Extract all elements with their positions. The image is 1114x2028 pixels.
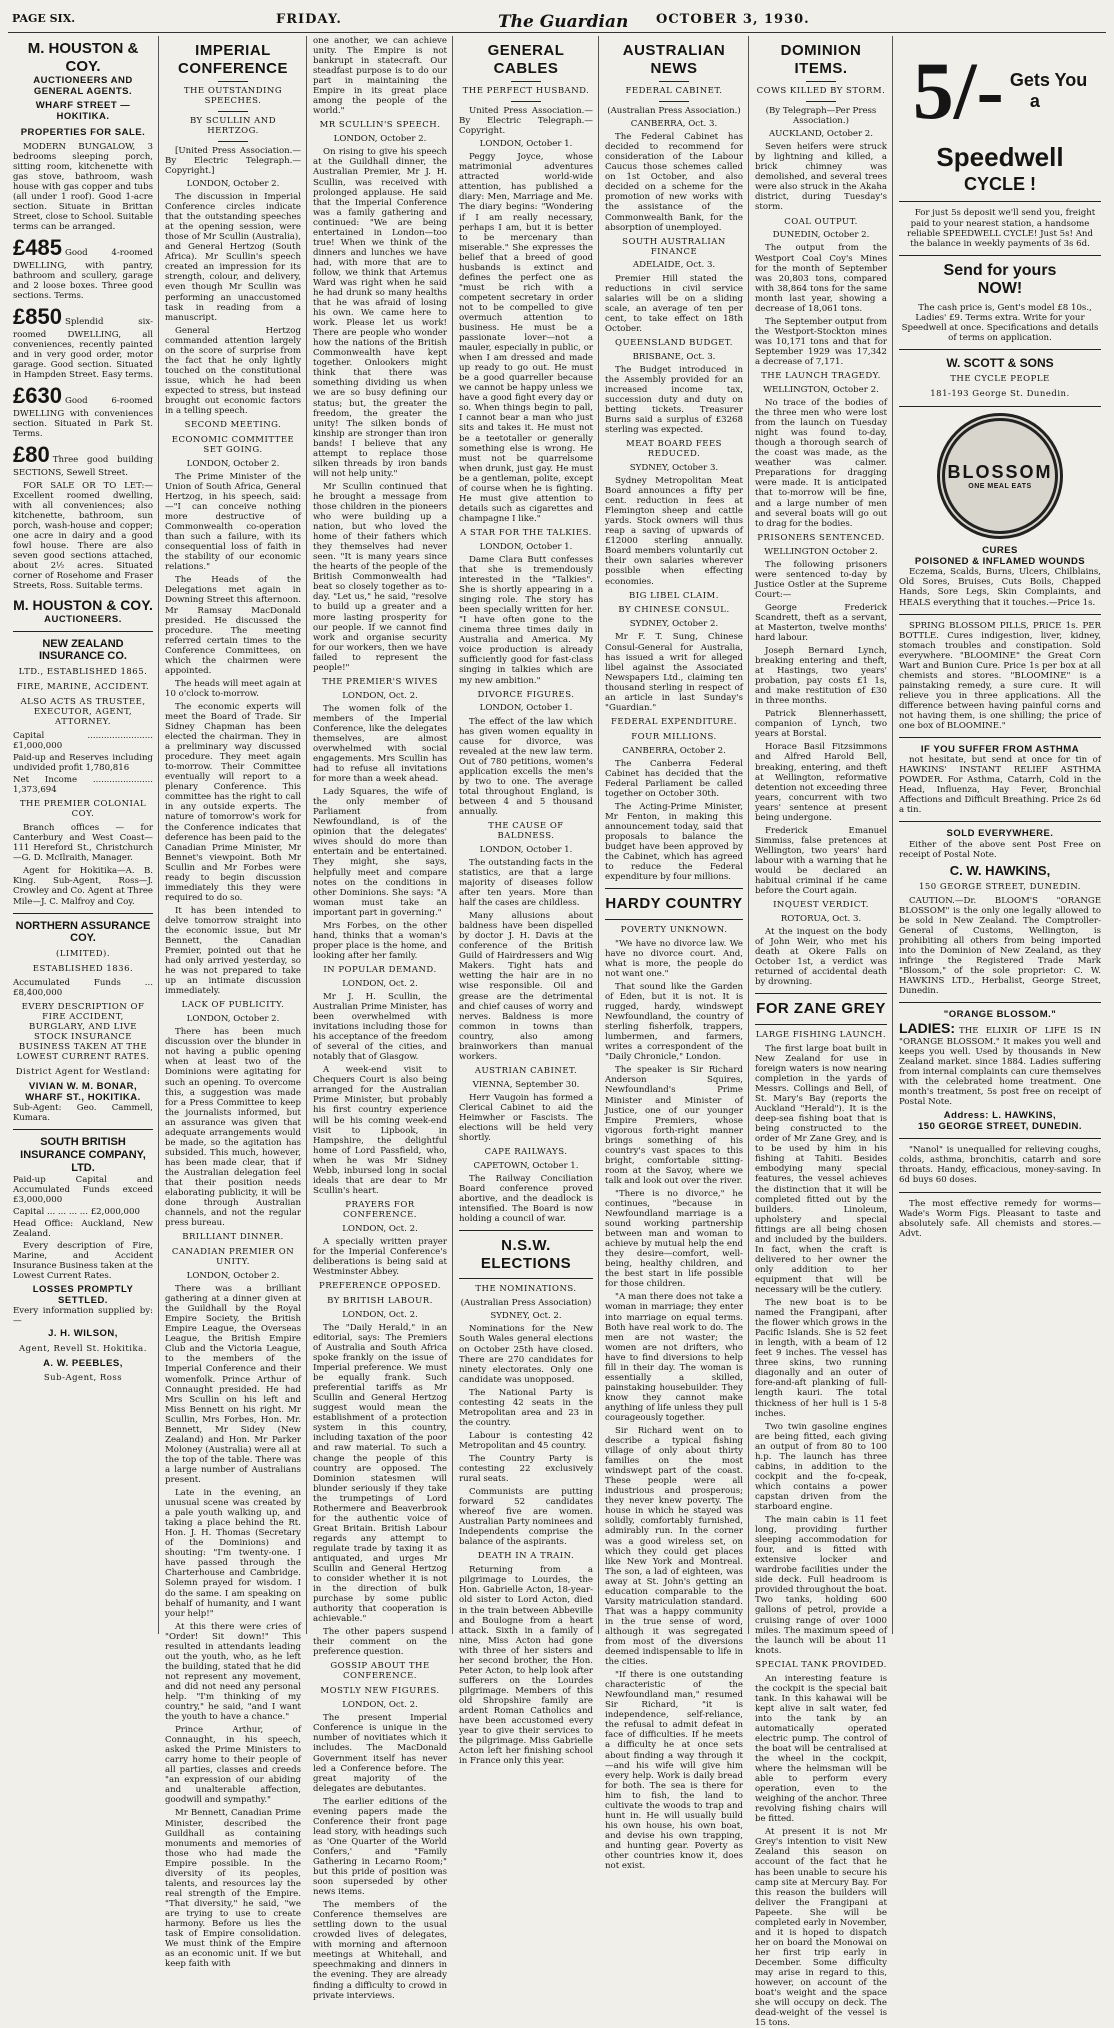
column-advertisements-1: [8, 36, 158, 1634]
subheading: FEDERAL EXPENDITURE.: [611, 716, 737, 727]
paragraph: At present it is not Mr Grey's intention to visit New Zealand this season on account of the fact that he has been unable to secure his camp site at Mercury Bay. For this reason the builders will deliver the Frangipani at Papeete. She will be completed early in November, and it is hoped to dispatch her on board the Monowai on her first trip early in December. Some difficulty may arise in regard to this, however, on account of the boat's weight and the space she will occupy on deck. The dead-weight of the vessel is 15 tons.: [755, 1827, 887, 2028]
paragraph: The members of the Conference themselves are settling down to the usual crowded lives of delegates, with morning and afternoon meetings at Whitehall, and speechmaking and dinners in the evening. They are already finding a difficulty to crowd in private interviews.: [313, 1900, 447, 2001]
paragraph: Returning from a pilgrimage to Lourdes, the Hon. Gabrielle Acton, 18-year-old sister to Lord Acton, died in the train between Abbeville and Boulogne from a heart attack. Sixth in a family of nine, Miss Acton had gone with three of her sisters and her second brother, the Hon. Peter Acton, to help look after sufferers on the Lourdes pilgrimage. Members of this old Shropshire family are ardent Roman Catholics and have been accustomed every year to give their services to the pilgrimage. Miss Gabrielle Acton left her finishing school in France only this year.: [459, 1565, 593, 1767]
subheading: THE OUTSTANDING SPEECHES.: [183, 86, 283, 107]
speedwell-advertisement: [899, 45, 1101, 400]
hardy-country-headline: HARDY COUNTRY: [605, 895, 743, 913]
property-listing: Three good building SECTIONS, Sewell Street.: [13, 454, 153, 478]
agent-peebles-role: Sub-Agent, Ross: [43, 1372, 123, 1383]
agent-peebles: A. W. PEEBLES,: [43, 1357, 123, 1369]
hawkins-name: C. W. HAWKINS,: [949, 862, 1051, 878]
paragraph: The most effective remedy for worms—Wade's Worm Figs. Pleasant to taste and absolutely safe. All chemists and stores.—Advt.: [899, 1198, 1101, 1239]
dateline: LONDON, Oct. 2.: [342, 1309, 418, 1320]
australian-news-headline: AUSTRALIAN NEWS: [622, 42, 726, 77]
dateline: LONDON, October 2.: [186, 1271, 280, 1282]
dateline: CANBERRA, October 2.: [622, 745, 726, 756]
paragraph: SPRING BLOSSOM PILLS, PRICE 1s. PER BOTTLE. Cures indigestion, liver, kidney, stomach troubles and constipation. Sold everywhere. "BLOOMINE" the Great Corn Wart and Bunion Cure. Price 1s per box at all chemists and stores. "BLOOMINE" is a painstaking remedy, a sure cure. It will relieve you in three applications. All the difference between having painful corns and not having them, is one shilling; the price of one box of BLOOMINE.": [899, 620, 1101, 732]
subheading: BRILLIANT DINNER.: [182, 1232, 284, 1243]
subheading: FEDERAL CABINET.: [625, 86, 723, 97]
subheading: COAL OUTPUT.: [784, 216, 858, 227]
paragraph: The main cabin is 11 feet long, providing further sleeping accommodation for four, and is fitted with extensive locker and wardrobe facilities under the side deck. Full headroom is provided throughout the boat. Two tanks, holding 600 gallons of petrol, provide a cruising range of over 1000 miles. The maximum speed of the launch will be about 11 knots.: [755, 1515, 887, 1656]
subheading: LACK OF PUBLICITY.: [181, 1000, 285, 1011]
dateline: LONDON, October 1.: [479, 844, 573, 855]
subheading: GOSSIP ABOUT THE CONFERENCE.: [330, 1661, 430, 1682]
paragraph: George Frederick Scandrett, theft as a servant, at Masterton, twelve months' hard labour.: [755, 602, 887, 643]
houston-firm-name: M. HOUSTON & COY.: [27, 40, 139, 75]
paragraph: Many allusions about baldness have been dispelled by doctor J. H. Davis at the conference of the British Guild of Hairdressers and Wig Makers. Tight hats and wetting the hair are in no wise responsible. Oil and grease are the detrimental and chief causes of worry and nerves. Baldness is more common in towns than country, also among brainworkers than manual workers.: [459, 911, 593, 1062]
dateline: LONDON, October 2.: [333, 134, 427, 145]
property-listing: FOR SALE OR TO LET:—Excellent roomed dwelling, with all conveniences; also kitchenette, bathroom, sun porch, wash-house and copper; one acre in dairy and a good fowl house. There are also seven good sections attached, about 2½ acres. Situated corner of Rosehome and Fraser Streets, Ross. Suitable terms.: [13, 480, 153, 592]
property-listing: MODERN BUNGALOW, 3 bedrooms sleeping porch, sitting room, kitchenette with gas stove, bathroom, wash house with gas copper and tubs (all under 1 roof). Good 1-acre section. Situate in Brittan Street, close to School. Suitable terms can be arranged.: [13, 141, 153, 233]
paragraph: No trace of the bodies of the three men who were lost from the launch on Tuesday night was found to-day, though a thorough search of the coast was made, as the weather was calmer. Preparations for dragging were made. It is anticipated that to-morrow will be fine, and a large number of men and several boats will go out to drag for the bodies.: [755, 398, 887, 529]
five-shillings: 5/-: [912, 45, 1004, 136]
subheading: BY SCULLIN AND HERTZOG.: [189, 115, 277, 136]
zane-grey-headline: FOR ZANE GREY: [756, 1000, 886, 1018]
paragraph: Seven heifers were struck by lightning and killed, a brick chimney was demolished, and several trees were also struck in the Akaha district, during Tuesday's storm.: [755, 142, 887, 213]
subheading: THE CAUSE OF BALDNESS.: [488, 821, 564, 841]
south-british-description: Every description of Fire, Marine, and Accident Insurance Business taken at the Lowest Current Rates.: [13, 1240, 153, 1282]
subheading: THE NOMINATIONS.: [475, 1284, 577, 1295]
south-british-paid: Paid-up Capital and Accumulated Funds exceed £3,000,000: [13, 1174, 153, 1205]
dateline: WELLINGTON October 2.: [764, 546, 878, 557]
paragraph: At this there were cries of "Order! Sit down!" This resulted in attendants leading out the youth, who, as he left the building, stated that he did not represent any movement, and did not need any personal help. "I'm thinking of my country," he said, "and I want the youth to have a chance.": [165, 1621, 301, 1723]
press-credit: (Australian Press Association): [460, 1298, 592, 1309]
subheading: ECONOMIC COMMITTEE SET GOING.: [171, 435, 295, 455]
dateline: AUCKLAND, October 2.: [768, 129, 874, 140]
subheading: QUEENSLAND BUDGET.: [615, 337, 733, 348]
paragraph: An interesting feature is the cockpit is the special bait tank. In this kahawai will be kept alive in salt water, fed into the tank by an automatically operated electric pump. The control of the boat will be centralised at the wheel in the cockpit, where the helmsman will be able to perform every operation, even to the weighing of the anchor. Three revolving fishing chairs will be fitted.: [755, 1673, 887, 1825]
paragraph: The Federal Cabinet has decided to recommend for consideration of the Labour Caucus those schemes called on 1st October, and also decided on a scheme for the promotion of new works with the assistance of the Commonwealth Bank, for the absorption of unemployed.: [605, 132, 743, 233]
subheading: PREFERENCE OPPOSED.: [319, 1280, 441, 1291]
paragraph: A week-end visit to Chequers Court is also being arranged for the Australian Prime Minister, but probably his first country experience will be his coming week-end visit to Lipbook, in Hampshire, the delightful home of Lord Passfield, who, when he was Mr Sidney Webb, inbursed long in social ideals that are dear to Mr Scullin's heart.: [313, 1065, 447, 1196]
page-number: PAGE SIX.: [12, 12, 76, 25]
subheading: LARGE FISHING LAUNCH.: [755, 1029, 887, 1040]
northern-description: EVERY DESCRIPTION OF FIRE ACCIDENT, BURGLARY, AND LIVE STOCK INSURANCE BUSINESS TAKEN AT THE LOWEST CURRENT RATES.: [16, 1002, 150, 1062]
paragraph: The "Daily Herald," in an editorial, says: The Premiers of Australia and South Africa spoke frankly on the issue of Imperial preference. We must be equally frank. Such preferential tariffs as Mr Scullin and General Hertzog suggest would mean the establishment of a protection system in this country, including taxation of the poor and raw material. To such a change the people of this country are opposed. The Dominion statesmen will blunder seriously if they take the trumpetings of Lord Rothermere and Beaverbrook for the authentic voice of Great Britain. British Labour regards any attempt to regulate trade by taxing it as antiquated, and urges Mr Scullin and General Hertzog to consider whether it is not in the direction of bulk purchase by some public authority that cooperation is achievable.": [313, 1322, 447, 1625]
masthead: [8, 6, 1106, 33]
subheading: CANADIAN PREMIER ON UNITY.: [171, 1247, 295, 1268]
dateline: LONDON, October 2.: [186, 1014, 280, 1025]
subheading: SECOND MEETING.: [184, 420, 282, 431]
nz-capital: Capital ........................ £1,000,000: [13, 731, 153, 752]
paragraph: not hesitate, but send at once for tin of HAWKINS' INSTANT RELIEF ASTHMA POWDER. For Asthma, Catarrh, Cold in the Head, Influenza, Hay Fever, Bronchial Affections and Difficult Breathing. Price 2s 6d a tin.: [899, 755, 1101, 816]
masthead-date: OCTOBER 3, 1930.: [656, 12, 810, 27]
paragraph: There has been much discussion over the blunder in not having a public opening when at least two of the Dominions were agitating for such an opening. To overcome this, a suggestion was made for a Press Committee to keep the journalists informed, but an assurance was given that adequate arrangements would be made, so the agitation has subsided. This much, however, has been made clear, that if the Australian delegation feel that their position needs elaborating publicity, it will be done through Australian channels, and not the regular press bureau.: [165, 1027, 301, 1229]
seal-bottom-text: ONE MEAL EATS: [968, 482, 1032, 490]
northern-limited: (LIMITED).: [55, 949, 111, 960]
paragraph: Patrick Blennerhassett, companion of Lynch, two years at Borstal.: [755, 709, 887, 740]
paragraph: Lady Squares, the wife of the only member of Parliament from Newfoundland, is of the opinion that the delegates' wives should do more than entertain and be entertained. They might, she says, helpfully meet and compare notes on the conditions in other Dominions. She says: "A woman must take an important part in governing.": [313, 787, 447, 918]
column-rule: [598, 36, 599, 1634]
property-listing: Splendid six-roomed DWELLING, all conveniences, recently painted and in very good order, motor garage. Good section. Situated in Hampden Street. Easy terms.: [13, 316, 154, 380]
press-credit: United Press Association.—By Electric Telegraph.—Copyright.: [459, 106, 593, 137]
houston-street: WHARF STREET — HOKITIKA.: [35, 100, 131, 123]
northern-sub-agent: Sub-Agent: Geo. Cammell, Kumara.: [13, 1103, 153, 1124]
paragraph: The output from the Westport Coal Coy's Mines for the month of September was 20,803 tons, compared with 38,864 tons for the same month last year, showing a decrease of 18,061 tons.: [755, 243, 887, 314]
south-british-capital: Capital ... ... ... ... £2,000,000: [13, 1206, 140, 1217]
dateline: LONDON, October 2.: [186, 458, 280, 469]
paragraph: The cash price is, Gent's model £8 10s., Ladies' £9. Terms extra. Write for your Speedwell at once. Specifications and details of terms on application.: [901, 303, 1099, 344]
press-credit: [United Press Association.—By Electric Telegraph.—Copyright.]: [165, 145, 301, 176]
dateline: CANBERRA, Oct. 3.: [630, 119, 718, 130]
paragraph: one another, we can achieve unity. The Empire is not bankrupt in statecraft. Our steadfast purpose is to do our part in maintaining the Empire in its great place among the people of the world.": [313, 36, 447, 117]
orange-blossom-heading: "ORANGE BLOSSOM.": [943, 1009, 1057, 1021]
northern-established: ESTABLISHED 1836.: [32, 964, 134, 975]
paragraph: Nominations for the New South Wales general elections on October 25th have closed. There are 270 candidates for ninety electorates. Only one candidate was unopposed.: [459, 1324, 593, 1385]
column-rule: [892, 36, 893, 1634]
column-rule: [158, 36, 159, 1634]
paragraph: Mr F. T. Sung, Chinese Consul-General for Australia, has issued a writ for alleged libel against the Associated Newspapers Ltd., claiming ten thousand sterling in respect of an article in last Sunday's "Guardian.": [605, 632, 743, 713]
paragraph: At the inquest on the body of John Weir, who met his death at Okere Falls on October 1st, a verdict was returned of accidental death by drowning.: [755, 927, 887, 988]
subheading: SPECIAL TANK PROVIDED.: [755, 1659, 887, 1670]
subheading: IN POPULAR DEMAND.: [323, 964, 437, 975]
subheading: CAPE RAILWAYS.: [484, 1147, 568, 1158]
dominion-items-headline: DOMINION ITEMS.: [780, 42, 862, 77]
losses-settled: LOSSES PROMPTLY SETTLED.: [32, 1284, 134, 1307]
ladies-label: LADIES:: [899, 1020, 955, 1037]
paragraph: The Prime Minister of the Union of South Africa, General Hertzog, in his speech, said:—"I can conceive nothing more destructive of Commonwealth co-operation than such a failure, with its consequential loss of faith in the stability of our economic relations.": [165, 471, 301, 573]
paragraph: The first large boat built in New Zealand for use in foreign waters is now nearing completion in the yards of Messrs. Collings and Bell, of St. Mary's Bay (reports the Auckland "Herald"). It is the deep-sea fishing boat that is being constructed to the order of Mr Zane Grey, and is to be used by him in his fishing at Tahiti. Besides embodying many special features, the vessel achieves the distinction that it will be completed fitted out by the builders. Linoleum, upholstery and special fittings are all being chosen and included by the builders. In fact, when the craft is delivered to her owner the only addition to her equipment that will be necessary will be the cutlery.: [755, 1043, 887, 1295]
dateline: LONDON, Oct. 2.: [342, 690, 418, 701]
nz-insurance-acts: ALSO ACTS AS TRUSTEE, EXECUTOR, AGENT, ATTORNEY.: [20, 697, 146, 728]
paragraph: The other papers suspend their comment on the preference question.: [313, 1627, 447, 1658]
paragraph: The speaker is Sir Richard Anderson Squires, Newfoundland's Prime Minister and Minister of Justice, one of our younger Empire Premiers, whose vigorous forth-right manner brings something of his country's vast spaces to this bright, comfortable sitting-room at the Savoy, where we talk and look out over the river.: [605, 1065, 743, 1186]
subheading: BY BRITISH LABOUR.: [327, 1295, 433, 1306]
subheading: INQUEST VERDICT.: [773, 900, 869, 911]
paragraph: The Budget introduced in the Assembly provided for an increased income tax, succession duty and duty on betting tickets. Treasurer Burns said a surplus of £3268 sterling was expected.: [605, 364, 743, 436]
subheading: MR SCULLIN'S SPEECH.: [319, 120, 441, 131]
scott-address: 181-193 George St. Dunedin.: [930, 389, 1070, 400]
paragraph: Sir Richard went on to describe a typical fishing village of only about thirty families on the most windswept part of the coast. These people were all industrious and prosperous; they never knew poverty. The house in which he stayed was solidly, comfortably furnished, admirably run. In the corner was a good wireless set, on which they could get places like New York and Montreal. The son, a lad of eighteen, was away at St. John's getting an education comparable to the Varsity matriculation standard. That was a happy community in the true sense of word, although it was segregated from most of the diversions deemed indispensable to life in the cities.: [605, 1426, 743, 1668]
branch-offices: Branch offices — for Canterbury and West Coast—111 Hereford St., Christchurch—G. D. McIlraith, Manager.: [13, 823, 153, 864]
dateline: LONDON, Oct. 2.: [342, 978, 418, 989]
paragraph: Late in the evening, an unusual scene was created by a pale youth walking up, and taking a place behind the Rt. Hon. J. H. Thomas (Secretary of the Dominions) and shouting: "I'm twenty-one. I have passed through the Charterhouse and Cambridge. Solemn prayed for wisdom. I do the same. I am speaking on behalf of humanity, and I want your help!": [165, 1488, 301, 1619]
paragraph: Sydney Metropolitan Meat Board announces a fifty per cent. reduction in fees at Flemington sheep and cattle yards. Stock owners will thus reap a saving of upwards of £12000 sterling annually. Board members voluntarily cut their own salaries wherever possible when effecting economies.: [605, 476, 743, 587]
paragraph: The new boat is to be named the Frangipani, after the flower which grows in the Pacific Islands. She is 52 feet in length, with a beam of 12 feet 9 inches. The vessel has three skins, two running diagonally and an outer of fore-and-aft planking of full-length kauri. The total thickness of her hull is 1 5-8 inches.: [755, 1298, 887, 1419]
subheading: PRAYERS FOR CONFERENCE.: [343, 1199, 417, 1220]
dateline: LONDON, Oct. 2.: [342, 1223, 418, 1234]
northern-assurance-name: NORTHERN ASSURANCE COY.: [15, 919, 151, 945]
subheading: FOUR MILLIONS.: [631, 731, 717, 742]
property-price: £80: [13, 441, 50, 467]
subheading: DIVORCE FIGURES.: [477, 689, 575, 700]
paragraph: The present Imperial Conference is unique in the number of novitiates which it includes. The MacDonald Government itself has never led a Conference before. The great majority of the delegates are debutantes.: [313, 1713, 447, 1794]
newspaper-title: The Guardian: [498, 12, 629, 32]
gets-a: a: [1029, 91, 1040, 111]
paragraph: The September output from the Westport-Stockton mines was 10,171 tons and that for September 1929 was 17,342 a decrease of 7,171.: [755, 316, 887, 367]
dateline: LONDON, October 1.: [479, 703, 573, 714]
nz-paid-up: Paid-up and Reserves including undivided profit 1,780,816: [13, 753, 153, 774]
paragraph: The economic experts will meet the Board of Trade. Sir Sidney Chapman has been elected the chairman. They in a preliminary way discussed procedure. They meet again to-morrow. Their Committee eventually will report to a plenary Conference. This committee has the right to call in any outside experts. The nature of tomorrow's work for the Conference indicates that deference has been paid to the Canadian Prime Minister, Mr Bennet's viewpoint. Both Mr Scullin and Mr Forbes were ready to begin discussion immediately this they were required to do so.: [165, 701, 301, 903]
nz-insurance-lines: FIRE, MARINE, ACCIDENT.: [16, 682, 150, 693]
paragraph: The Country Party is contesting 22 exclusively rural seats.: [459, 1453, 593, 1485]
subheading: PRISONERS SENTENCED.: [757, 532, 885, 543]
hawkins-address-2: 150 GEORGE STREET, DUNEDIN.: [918, 1121, 1082, 1133]
dateline: DUNEDIN, October 2.: [772, 230, 870, 241]
paragraph: Mrs Forbes, on the other hand, thinks that a woman's proper place is the home, and looking after her family.: [313, 920, 447, 961]
paragraph: The women folk of the members of the Imperial Conference, like the delegates themselves, are almost overwhelmed with social engagements. Mrs Scullin has had to refuse all invitations for more than a week ahead.: [313, 703, 447, 785]
property-listing: Good 4-roomed DWELLING, with pantry, bathroom and scullery, garage and 2 loose boxes. Three good sections. Terms.: [13, 248, 153, 301]
paragraph: Dame Clara Butt confesses that she is tremendously interested in the "Talkies". She is shortly appearing in a singing role. The story has been specially written for her. "I have often gone to the cinema three times daily in Australia and America. My voice production is already sufficiently good for fast-class singing in talkies which are my new ambition.": [459, 554, 593, 686]
send-for-yours: Send for yours: [943, 261, 1057, 279]
dateline: LONDON, October 1.: [479, 139, 573, 150]
paragraph: A specially written prayer for the Imperial Conference's deliberations is being said at Westminster Abbey.: [313, 1236, 447, 1277]
column-australian-news: [600, 36, 748, 1872]
paragraph: The following prisoners were sentenced to-day by Justice Ostler at the Supreme Court:—: [755, 559, 887, 600]
paragraph: That sound like the Garden of Eden, but it is not. It is rugged, hardy, windswept Newfoundland, the country of sterling fisherfolk, trappers, lumbermen, and farmers, writes a correspondent of the "Daily Chronicle," London.: [605, 982, 743, 1063]
paragraph: Mr J. H. Scullin, the Australian Prime Minister, has been overwhelmed with invitations including those for his acceptance of the freedom of several of the cities, and notably that of Glasgow.: [313, 991, 447, 1063]
paragraph: Horace Basil Fitzsimmons and Alfred Harold Bell, breaking, entering, and theft at Wellington, reformative detention not exceeding three years, concurrent with two years' sentence at present being undergone.: [755, 742, 887, 823]
column-conference-continued: [308, 36, 452, 2001]
subheading: DEATH IN A TRAIN.: [477, 1551, 575, 1562]
hawkins-address: 150 GEORGE STREET, DUNEDIN.: [918, 881, 1081, 892]
dateline: SYDNEY, October 3.: [629, 462, 719, 473]
nsw-elections-headline: N.S.W. ELECTIONS: [480, 1237, 572, 1272]
northern-funds: Accumulated Funds ... £8,400,000: [13, 978, 153, 999]
paragraph: The outstanding facts in the statistics, are that a large majority of diseases follow after ten years. More than half the cases are childless.: [459, 857, 593, 909]
sold-everywhere: SOLD EVERYWHERE.: [946, 828, 1054, 840]
paragraph: Mr Bennett, Canadian Prime Minister, described the Guildhall as containing monuments and memories of those who had made the Empire possible. In the diversity of its peoples, talents, and resources lay the real strength of the Empire. "That diversity," he said, "we are trying to use to create harmony. Before us lies the task of Empire consolidation. We must think of the Empire as an economic unit. If we but keep faith with: [165, 1808, 301, 1970]
dateline: LONDON, Oct. 2.: [342, 1700, 418, 1711]
nz-insurance-name: NEW ZEALAND INSURANCE CO.: [38, 637, 127, 663]
paragraph: The earlier editions of the evening papers made the Conference their front page lead story, with headings such as 'One Quarter of the World Confers,' and "Family Gathering in Lecarno Room;" but this pride of position was soon superseded by other news items.: [313, 1796, 447, 1898]
south-british-name: SOUTH BRITISH INSURANCE COMPANY, LTD.: [20, 1136, 146, 1174]
paragraph: Labour is contesting 42 Metropolitan and 45 country.: [459, 1430, 593, 1451]
paragraph: "If there is one outstanding characteristic of the Newfoundland man," resumed Sir Richard, "it is independence, self-reliance, the refusal to admit defeat in face of difficulties. If he meets a difficulty he at once sets about finding a way through it—and his wife will give him every help. Work is daily bread for both. The sea is there for him to fish, the land to cultivate the woods to trap and hunt in. He will usually build his own house, his own boat, and devise his own trapping, and hunting gear. Poverty as other countries know it, does not exist.: [605, 1670, 743, 1872]
paragraph: It has been intended to delve tomorrow straight into the economic issue, but Mr Bennett, the Canadian Premier, pointed out that he had only arrived yesterday, so he was not prepared to take up an intimate discussion immediately.: [165, 905, 301, 997]
dateline: LONDON, October 2.: [186, 178, 280, 189]
property-price: £485: [13, 235, 62, 261]
paragraph: "A man there does not take a woman in marriage; they enter into marriage on equal terms. Both have real work to do. The men are not waster; the women are not drifters, who have to find diversions to help fill in their day. The woman is essentially a skilled, painstaking housebuilder. They know they cannot make anything of life unless they pull courageously together.: [605, 1292, 743, 1423]
subheading: A STAR FOR THE TALKIES.: [460, 527, 592, 538]
column-advertisements-2: [894, 36, 1106, 1634]
paragraph: The National Party is contesting 42 seats in the Metropolitan area and 23 in the country.: [459, 1387, 593, 1428]
houston-firm-name-2: M. HOUSTON & COY.: [13, 597, 153, 614]
paragraph: Peggy Joyce, whose matrimonial adventures attracted world-wide attention, has published a diary: Men, Marriage and Me. The diary begins: "Wondering if I am really necessary, perhaps I am, but it is better to be mercenary than miserable." She expresses the belief that a breed of good husbands is extinct and defines the perfect one as "must be rich with a competent secretary in order not to be compelled to give overmuch attention to business. He must be a passionate lover—not a mauler, especially in public, or when I am dressed and made up ready to go out. He must be a good quarreller because we cannot be happy unless we have a good fight every day or so. When things begin to pall, I cannot bear a man who just sits and takes it. He must not be a teetotaller or generally something else is wrong. He must not be quarrelsome when drunk, just gay. He must be a gentleman, polite, except of course when he is fighting. He must give attention to details such as cigarettes and champagne I like.": [459, 152, 593, 524]
gets-you: Gets You: [1009, 69, 1088, 90]
dateline: WELLINGTON, October 2.: [763, 384, 879, 395]
column-rule: [306, 36, 307, 1634]
paragraph: Joseph Bernard Lynch, breaking entering and theft, at Hastings, two years' probation, pay costs £1 1s, and make restitution of £30 in three months.: [755, 646, 887, 707]
agent-wilson-role: Agent, Revell St. Hokitika.: [19, 1343, 147, 1354]
paragraph: CAUTION.—Dr. BLOOM'S "ORANGE BLOSSOM" is the only one legally allowed to be sold in New Zealand. The Comptroller-General of Customs, Wellington, is prohibiting all others from being imported into the Dominion of New Zealand, as they infringe the Registered Trade Mark "Blossom," of the sole proprietor: C. W. HAWKINS LTD., Herbalist, George Street, Dunedin.: [899, 895, 1101, 997]
asthma-heading: IF YOU SUFFER FROM ASTHMA: [920, 744, 1080, 756]
column-dominion-items: [750, 36, 892, 2028]
dateline: ADELAIDE, Oct. 3.: [632, 260, 716, 271]
nz-insurance-sub: LTD., ESTABLISHED 1865.: [18, 667, 148, 678]
paragraph: The heads will meet again at 10 o'clock to-morrow.: [165, 678, 301, 699]
column-rule: [748, 36, 749, 1634]
nz-net-income: Net Income ...................... 1,373,694: [13, 775, 153, 796]
column-general-cables: [454, 36, 598, 1767]
subheading: THE PERFECT HUSBAND.: [462, 86, 590, 97]
subheading: POVERTY UNKNOWN.: [620, 924, 728, 935]
paragraph: Mr Scullin continued that he brought a message from those children in the pioneers who were building up a nation, but who loved the home of their fathers which they themselves had never seen. "It is many years since the hearts of the people of the British Commonwealth had beat so closely together as to-day. "Let us," he said, "resolve to build up a greater and a more lasting prosperity for our people. If we cannot find work and organise security for our workers, then we have failed to represent the people!": [313, 481, 447, 673]
imperial-conference-headline: IMPERIAL CONFERENCE: [177, 42, 288, 77]
paragraph: The Heads of the Delegations met again in Downing Street this afternoon. Mr Ramsay MacDonald presided. He discussed the procedure. The meeting referred certain times to the Conference Committees, on which the chairmen were appointed.: [165, 575, 301, 676]
masthead-day: FRIDAY.: [276, 12, 342, 27]
cycle-people: THE CYCLE PEOPLE: [950, 374, 1050, 385]
poisoned-wounds: POISONED & INFLAMED WOUNDS: [914, 556, 1086, 568]
district-agent-label: District Agent for Westland:: [15, 1066, 151, 1077]
dateline: CAPETOWN, October 1.: [473, 1161, 579, 1172]
paragraph: "Nanol" is unequalled for relieving coughs, colds, asthma, bronchitis, catarrh and sore throats. Handy, efficacious, money-saving. In 6d buys 60 doses.: [899, 1145, 1101, 1186]
paragraph: The Canberra Federal Cabinet has decided that the Federal Parliament be called together on October 30th.: [605, 758, 743, 799]
subheading: AUSTRIAN CABINET.: [474, 1065, 578, 1076]
paragraph: On rising to give his speech at the Guildhall dinner, the Australian Premier, Mr J. H. Scullin, was received with prolonged applause. He said that the Imperial Conference was a family gathering and continued: "We are being entertained in London—too true! When we think of the dinners and lunches we have had, with more that are to follow, we think that Artemus Ward was right when he said he had drunk so many healths that he was afraid of losing his own. We came here to work. Please let us work! There are people who wonder how the nations of the British Commonwealth have kept together. Onlookers might think that there was something dividing us when we are so busy defining our status; but, the greater the freedom, the greater the unity! The silken bonds of kinship are stronger than iron bands! I believe that any attempt to replace those silken threads by iron bands will not help unity.": [313, 147, 447, 479]
hokitika-agent: Agent for Hokitika—A. B. King. Sub-Agent, Ross—J. Crowley and Co. Agent at Three Mile—J. C. Malfroy and Coy.: [13, 866, 153, 907]
paragraph: THE ELIXIR OF LIFE IS IN "ORANGE BLOSSOM." It makes you well and keeps you well. Used by thousands in New Zealand market. since 1884. Ladies suffering from internal complaints can cure themselves with the celebrated home treatment. One month's treatment, 5s post free on receipt of Postal Note.: [899, 1026, 1101, 1108]
speedwell-title: Speedwell: [936, 142, 1064, 172]
paragraph: Eczema, Scalds, Burns, Ulcers, Chilblains, Old Sores, Bruises, Cuts Boils, Chapped Hands, Sore Legs, Skin Complaints, and HEALS everything that it touches.—Price 1s.: [899, 567, 1101, 608]
scott-sons: W. SCOTT & SONS: [946, 356, 1054, 371]
paragraph: The Railway Conciliation Board conference proved abortive, and the deadlock is intensified. The Board is now holding a council of war.: [459, 1174, 593, 1225]
paragraph: The Acting-Prime Minister, Mr Fenton, in making this announcement today, said that proposals to balance the budget have been approved by the Cabinet, which has agreed to reduce the Federal expenditure by four millions.: [605, 801, 743, 883]
dateline: BRISBANE, Oct. 3.: [632, 351, 716, 362]
property-price: £850: [13, 303, 62, 329]
general-cables-headline: GENERAL CABLES: [487, 42, 565, 77]
paragraph: "We have no divorce law. We have no divorce court. And, what is more, the people do not want one.": [605, 938, 743, 979]
dateline: ROTORUA, Oct. 3.: [780, 914, 862, 925]
subheading: BIG LIBEL CLAIM.: [629, 590, 719, 601]
district-agent-name: VIVIAN W. M. BONAR,: [28, 1080, 138, 1092]
subheading: MEAT BOARD FEES REDUCED.: [625, 439, 722, 460]
paragraph: There was a brilliant gathering at a dinner given at the Guildhall by the Royal Empire Society, the British Empire League, the Overseas League, the British Empire Club and the Victoria League, to the members of the Imperial Conference and their womenfolk. Prince Arthur of Connaught presided. He had Mrs Scullin on his left and Miss Bennett on his right. Mr Scullin, Mrs Forbes, Hon. Mr. Bennett, Mr Sidey (New Zealand) and Hon. Mr Parker Moloney (Australia) were all at the top of the table. There was a large number of Australians present.: [165, 1284, 301, 1485]
subheading: THE LAUNCH TRAGEDY.: [761, 371, 881, 382]
paragraph: Prince Arthur, of Connaught, in his speech, asked the Prime Ministers to carry home to their people of all parties, classes and creeds "an expression of our abiding and unalterable affection, goodwill and sympathy.": [165, 1725, 301, 1806]
paragraph: Two twin gasoline engines are being fitted, each giving an output of from 80 to 100 h.p. The launch has three cabins, in addition to the cockpit and the fo-cpeak, which contains a power capstan driven from the starboard engine.: [755, 1421, 887, 1512]
south-british-head-office: Head Office: Auckland, New Zealand.: [13, 1218, 153, 1239]
paragraph: Herr Vaugoin has formed a Clerical Cabinet to aid the Heimwher or Fascists. The elections will be held very shortly.: [459, 1092, 593, 1144]
dateline: SYDNEY, Oct. 2.: [490, 1311, 562, 1322]
cures-label: CURES: [982, 545, 1018, 557]
subheading: THE PREMIER'S WIVES: [322, 676, 438, 687]
district-agent-address: WHARF ST., HOKITIKA.: [25, 1091, 141, 1103]
dateline: LONDON, October 1.: [479, 541, 573, 552]
paragraph: Premier Hill stated the reductions in civil service salaries will be on a sliding scale, an average of ten per cent, to take effect on 18th October.: [605, 273, 743, 334]
paragraph: Either of the above sent Post Free on receipt of Postal Note.: [899, 839, 1101, 860]
subheading: BY CHINESE CONSUL.: [618, 605, 730, 616]
press-credit: (By Telegraph—Per Press Association.): [765, 106, 877, 127]
dateline: SYDNEY, October 2.: [629, 619, 719, 630]
paragraph: For just 5s deposit we'll send you, freight paid to your nearest station, a handsome reliable SPEEDWELL CYCLE! Just 5s! And the balance in weekly payments of 3s 6d.: [907, 208, 1096, 249]
hawkins-address-label: Address: L. HAWKINS,: [943, 1110, 1057, 1122]
properties-heading: PROPERTIES FOR SALE.: [20, 126, 146, 138]
paragraph: Communists are putting forward 52 candidates whereof five are women. Australian Party nominees and Independents comprise the balance of the aspirants.: [459, 1487, 594, 1548]
blossom-seal-logo: [937, 413, 1063, 539]
houston-subtitle-2: AUCTIONEERS.: [44, 613, 122, 625]
paragraph: The discussion in Imperial Conference circles indicate that the outstanding speeches at the opening session, were those of Mr Scullin (Australia), and General Hertzog (South Africa). Mr Scullin's speech created an impression for its strength, colour, and delivery, even though Mr Scullin was performing an unaccustomed task in reading from a manuscript.: [165, 192, 301, 323]
now-label: NOW!: [977, 280, 1023, 298]
premier-colonial: THE PREMIER COLONIAL COY.: [19, 799, 147, 820]
subheading: COWS KILLED BY STORM.: [756, 86, 886, 97]
seal-text: BLOSSOM: [947, 461, 1053, 482]
subheading: SOUTH AUSTRALIAN FINANCE: [622, 236, 726, 257]
dateline: VIENNA, September 30.: [472, 1079, 580, 1090]
column-rule: [452, 36, 453, 1634]
property-listing: Good 6-roomed DWELLING with conveniences section. Situated in Park St. Terms.: [13, 395, 153, 439]
column-imperial-conference: [160, 36, 306, 1970]
paragraph: The effect of the law which has given women equality in cause for divorce, was revealed at the new law term. Out of 780 petitions, women's application excells the men's by two to one. The average total throughout England, is between 4 and 5 thousand annually.: [459, 716, 593, 817]
agent-wilson: J. H. WILSON,: [48, 1328, 118, 1340]
subheading: MOSTLY NEW FIGURES.: [320, 1686, 440, 1697]
houston-subtitle: AUCTIONEERS AND GENERAL AGENTS.: [33, 75, 133, 98]
press-credit: (Australian Press Association.): [607, 106, 741, 117]
paragraph: Frederick Emanuel Simmiss, false pretences at Wellington, two years' hard labour with a warning that he would be declared an habitual criminal if he came before the Court again.: [755, 825, 887, 897]
cycle-title: CYCLE !: [964, 174, 1036, 195]
information-supplied: Every information supplied by:—: [13, 1306, 153, 1327]
property-price: £630: [13, 382, 62, 408]
paragraph: General Hertzog commanded attention largely on the score of surprise from the fact that he only lightly touched on the constitutional issue, which he had been expected to stress, but instead brought out economic factors in a telling speech.: [165, 325, 301, 417]
paragraph: "There is no divorce," he continues, "because in Newfoundland marriage is a sound working partnership between man and woman to achieve by mutual help the end they desire—comfort, well-being, healthy children, and the best start in life possible for those children.: [605, 1188, 743, 1290]
